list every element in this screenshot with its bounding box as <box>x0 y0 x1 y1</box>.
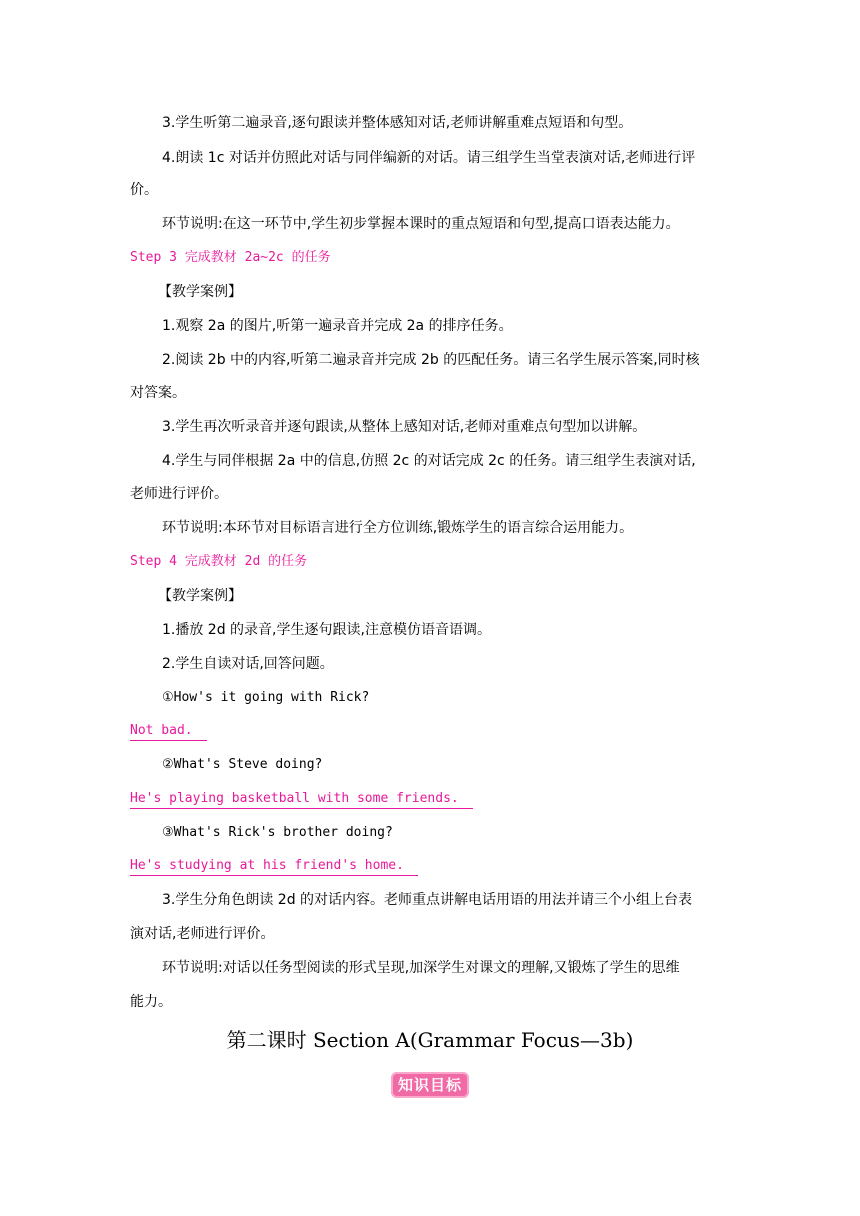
paragraph-line: 1.播放 2d 的录音,学生逐句跟读,注意模仿语音语调。 <box>162 622 491 638</box>
step-heading: Step 4 完成教材 2d 的任务 <box>130 554 308 569</box>
question-1: ①How's it going with Rick? <box>162 690 370 705</box>
section-note: 环节说明:在这一环节中,学生初步掌握本课时的重点短语和句型,提高口语表达能力。 <box>162 216 680 232</box>
lesson-title: 第二课时 Section A(Grammar Focus—3b) <box>226 1028 634 1052</box>
answer-1: Not bad. <box>130 722 207 741</box>
question-3: ③What's Rick's brother doing? <box>162 825 393 840</box>
paragraph-line: 4.朗读 1c 对话并仿照此对话与同伴编新的对话。请三组学生当堂表演对话,老师进行评 <box>162 150 696 166</box>
paragraph-line: 对答案。 <box>130 385 186 401</box>
paragraph-line: 价。 <box>130 182 158 198</box>
paragraph-line: 3.学生再次听录音并逐句跟读,从整体上感知对话,老师对重难点句型加以讲解。 <box>162 419 647 435</box>
paragraph-line: 3.学生听第二遍录音,逐句跟读并整体感知对话,老师讲解重难点短语和句型。 <box>162 115 633 131</box>
answer-2: He's playing basketball with some friends. <box>130 790 473 809</box>
case-heading: 【教学案例】 <box>158 284 242 300</box>
paragraph-line: 2.学生自读对话,回答问题。 <box>162 656 334 672</box>
step-heading: Step 3 完成教材 2a~2c 的任务 <box>130 250 331 265</box>
paragraph-line: 演对话,老师进行评价。 <box>130 926 275 942</box>
paragraph-line: 1.观察 2a 的图片,听第一遍录音并完成 2a 的排序任务。 <box>162 318 513 334</box>
knowledge-goal-badge: 知识目标 <box>391 1072 469 1098</box>
section-note: 环节说明:本环节对目标语言进行全方位训练,锻炼学生的语言综合运用能力。 <box>162 520 634 536</box>
paragraph-line: 能力。 <box>130 994 172 1010</box>
paragraph-line: 2.阅读 2b 中的内容,听第二遍录音并完成 2b 的匹配任务。请三名学生展示答案,同时核 <box>162 352 700 368</box>
question-2: ②What's Steve doing? <box>162 757 323 772</box>
paragraph-line: 4.学生与同伴根据 2a 中的信息,仿照 2c 的对话完成 2c 的任务。请三组学生表演对话, <box>162 453 696 469</box>
paragraph-line: 3.学生分角色朗读 2d 的对话内容。老师重点讲解电话用语的用法并请三个小组上台表 <box>162 892 693 908</box>
case-heading: 【教学案例】 <box>158 588 242 604</box>
section-note: 环节说明:对话以任务型阅读的形式呈现,加深学生对课文的理解,又锻炼了学生的思维 <box>162 960 680 976</box>
answer-3: He's studying at his friend's home. <box>130 857 418 876</box>
paragraph-line: 老师进行评价。 <box>130 486 228 502</box>
